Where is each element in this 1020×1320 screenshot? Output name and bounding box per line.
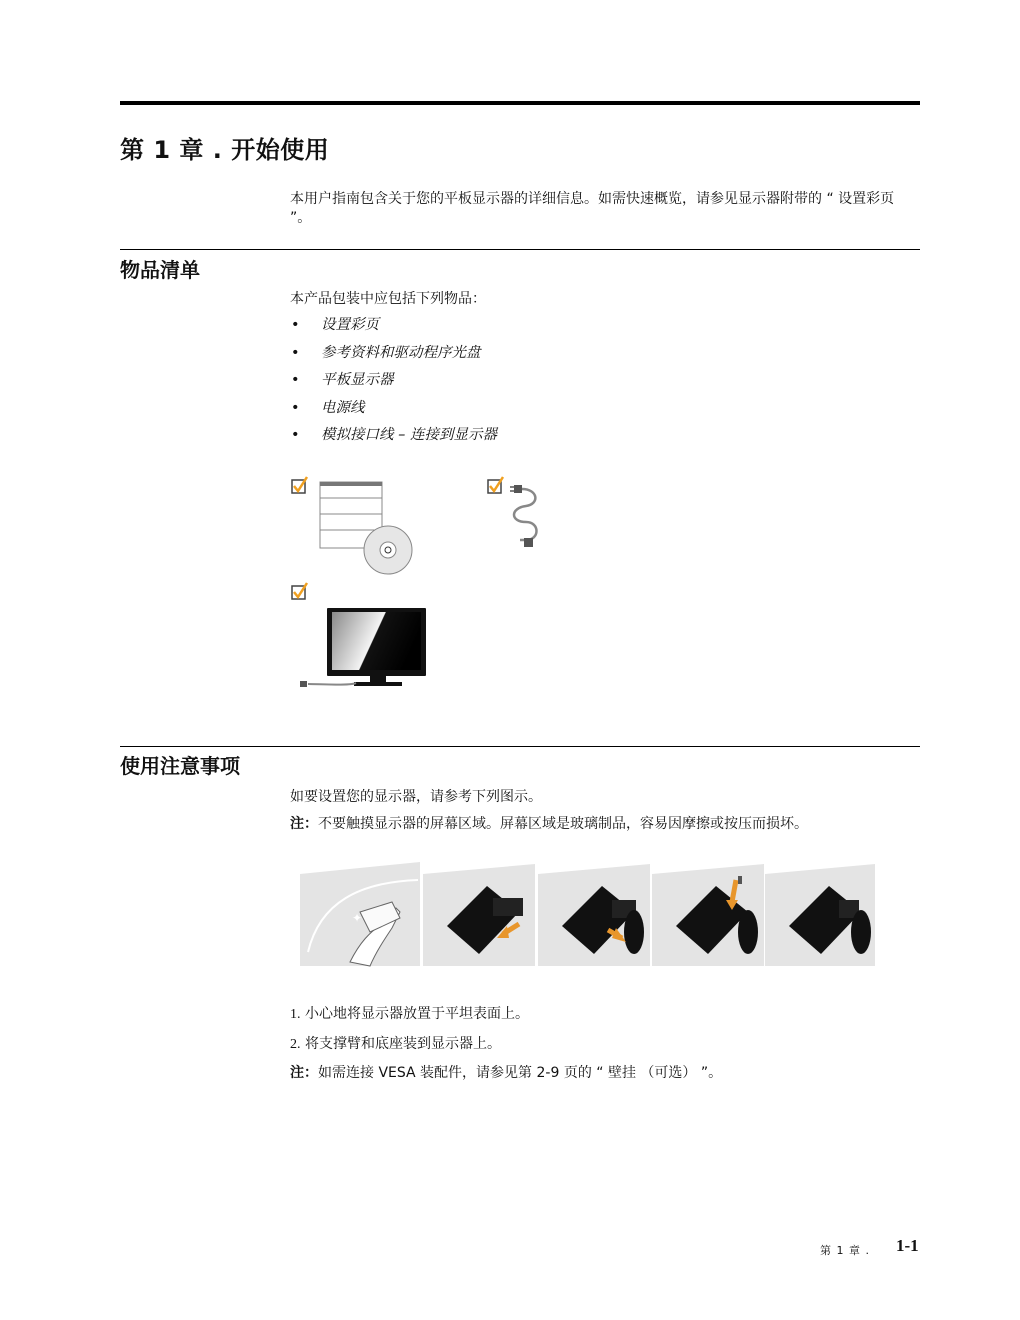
section-heading-contents: 物品清单 (120, 258, 200, 282)
handling-note-vesa (290, 1064, 722, 1083)
footer-page-number: 1-1 (896, 1236, 919, 1255)
handling-note (290, 815, 808, 834)
step-text: 将支撑臂和底座装到显示器上。 (304, 1036, 501, 1052)
monitor-illustration (290, 580, 430, 692)
setup-panel-done (765, 864, 875, 966)
list-item: • 参考资料和驱动程序光盘 (290, 344, 497, 372)
list-item: • 设置彩页 (290, 316, 497, 344)
footer-chapter-label: 第 1 章 . (820, 1244, 870, 1257)
note-label: 注： (290, 1065, 318, 1081)
step-text: 小心地将显示器放置于平坦表面上。 (304, 1006, 529, 1022)
chapter-intro: 本用户指南包含关于您的平板显示器的详细信息。如需快速概览，请参见显示器附带的 “ 设置彩页 ”。 (290, 191, 895, 226)
cord-icon (514, 489, 537, 540)
section-rule-handling (120, 746, 920, 747)
chapter-title: 第 1 章 . 开始使用 (120, 136, 330, 164)
note-text: 如需连接 VESA 装配件，请参见第 2-9 页的 “ 壁挂 （可选） ”。 (318, 1065, 723, 1081)
step-2 (290, 1035, 501, 1054)
note-text: 不要触摸显示器的屏幕区域。屏幕区域是玻璃制品，容易因摩擦或按压而损坏。 (318, 816, 808, 832)
step-1 (290, 1005, 529, 1024)
section-rule-contents (120, 249, 920, 250)
contents-list (290, 316, 497, 454)
booklet-cd-illustration (290, 474, 420, 580)
setup-panel-cloth (300, 862, 420, 966)
setup-panel-base (538, 864, 650, 966)
step-number: 2. (290, 1037, 301, 1052)
handling-lead: 如要设置您的显示器，请参考下列图示。 (290, 789, 542, 805)
list-item: • 电源线 (290, 399, 497, 427)
contents-lead: 本产品包装中应包括下列物品： (290, 291, 486, 307)
section-heading-handling: 使用注意事项 (120, 754, 240, 778)
power-cord-illustration (486, 474, 546, 556)
top-rule (120, 101, 920, 105)
step-number: 1. (290, 1007, 301, 1022)
list-item: • 模拟接口线 – 连接到显示器 (290, 426, 497, 454)
list-item: • 平板显示器 (290, 371, 497, 399)
svg-text:✦: ✦ (352, 911, 363, 925)
note-label: 注： (290, 816, 318, 832)
setup-steps-illustration (300, 862, 880, 970)
setup-panel-screw (652, 864, 764, 966)
setup-panel-arm (423, 864, 535, 966)
